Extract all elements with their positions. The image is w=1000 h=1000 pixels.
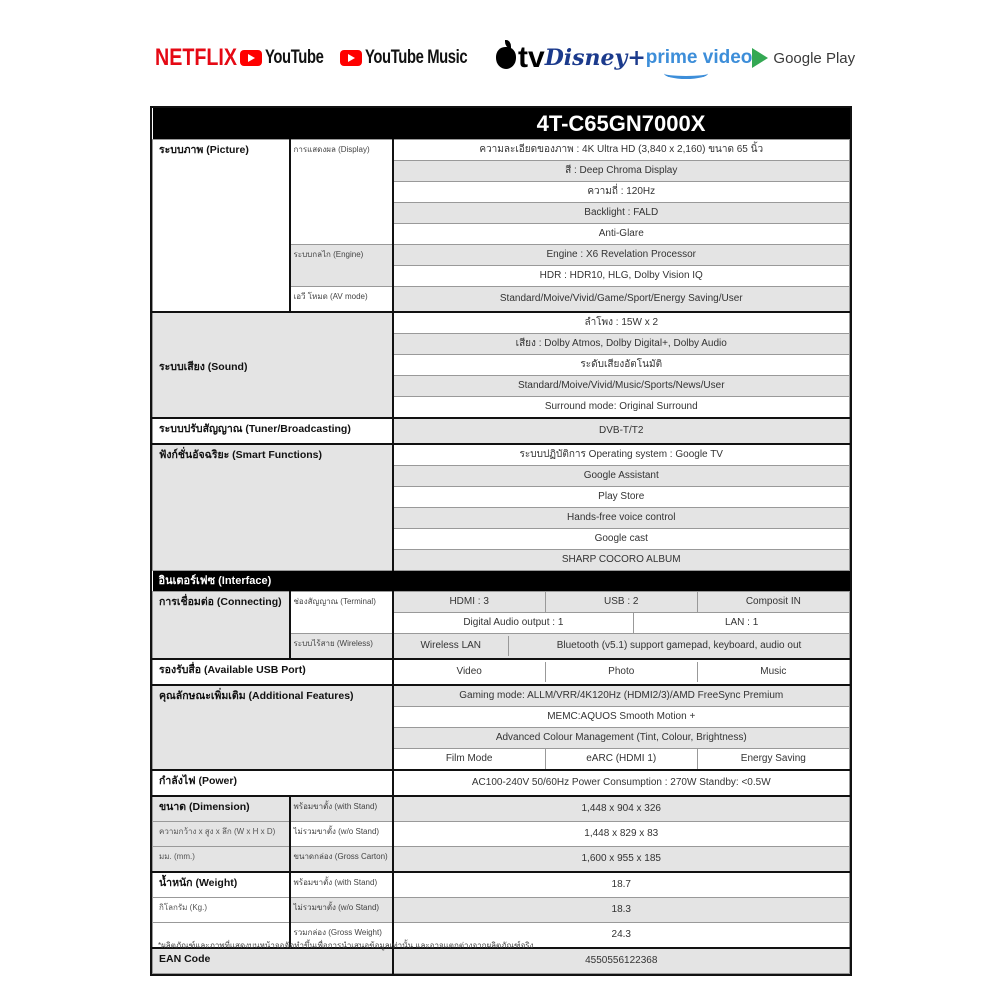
weight-without-stand: 18.3 (393, 898, 850, 923)
terminal-label: ช่องสัญญาณ (Terminal) (290, 592, 393, 634)
footnote: *ผลิตภัณฑ์และภาพที่แสดงบนหน้าจอจัดทำขึ้นเพื่อการนำเสนอข้อมูลเท่านั้น และอาจแตกต่างจากผลิตภัณฑ์จริง (158, 941, 534, 950)
dimension-carton: 1,600 x 955 x 185 (393, 847, 850, 873)
display-resolution: ความละเอียดของภาพ : 4K Ultra HD (3,840 x 2,160) ขนาด 65 นิ้ว (393, 140, 850, 161)
youtube-music-logo: YouTube Music (340, 47, 496, 69)
youtube-play-icon (240, 50, 262, 66)
display-label: การแสดงผล (Display) (290, 140, 393, 245)
weight-with-stand-label: พร้อมขาตั้ง (with Stand) (290, 872, 393, 898)
sound-auto-volume: ระดับเสียงอัตโนมัติ (393, 355, 850, 376)
usb-label: รองรับสื่อ (Available USB Port) (153, 659, 393, 685)
terminal-digital-audio: Digital Audio output : 1 (394, 613, 634, 633)
usb-music: Music (697, 662, 849, 682)
sound-label: ระบบเสียง (Sound) (153, 312, 393, 418)
sound-speaker: ลำโพง : 15W x 2 (393, 312, 850, 334)
smart-voice: Hands-free voice control (393, 508, 850, 529)
av-mode-value: Standard/Moive/Vivid/Game/Sport/Energy Saving/User (393, 287, 850, 313)
additional-earc: eARC (HDMI 1) (545, 749, 697, 769)
terminal-composite: Composit IN (697, 592, 849, 612)
tuner-value: DVB-T/T2 (393, 418, 850, 444)
interface-section-header: อินเตอร์เฟซ (Interface) (153, 571, 850, 592)
display-backlight: Backlight : FALD (393, 203, 850, 224)
terminal-usb: USB : 2 (545, 592, 697, 612)
smart-playstore: Play Store (393, 487, 850, 508)
streaming-logos (155, 38, 855, 78)
sound-surround: Surround mode: Original Surround (393, 397, 850, 419)
dimension-without-stand: 1,448 x 829 x 83 (393, 822, 850, 847)
google-play-icon (752, 48, 768, 68)
ean-value: 4550556122368 (393, 948, 850, 974)
weight-label: น้ำหนัก (Weight) (153, 872, 290, 898)
power-value: AC100-240V 50/60Hz Power Consumption : 270W Standby: <0.5W (393, 770, 850, 796)
sound-audio: เสียง : Dolby Atmos, Dolby Digital+, Dolby Audio (393, 334, 850, 355)
sound-modes: Standard/Moive/Vivid/Music/Sports/News/User (393, 376, 850, 397)
google-play-logo: Google Play (752, 48, 855, 68)
dimension-with-stand: 1,448 x 904 x 326 (393, 796, 850, 822)
weight-without-stand-label: ไม่รวมขาตั้ง (w/o Stand) (290, 898, 393, 923)
netflix-logo: NETFLIX (155, 44, 237, 71)
model-title: 4T-C65GN7000X (153, 108, 850, 140)
engine-processor: Engine : X6 Revelation Processor (393, 245, 850, 266)
dimension-label: ขนาด (Dimension) (153, 796, 290, 822)
display-antiglare: Anti-Glare (393, 224, 850, 245)
prime-video-logo: prime video (645, 47, 753, 68)
apple-icon (496, 47, 516, 69)
additional-film-mode: Film Mode (394, 749, 546, 769)
ean-label: EAN Code (153, 948, 393, 974)
dimension-carton-label: ขนาดกล่อง (Gross Carton) (290, 847, 393, 873)
display-refresh: ความถี่ : 120Hz (393, 182, 850, 203)
smart-cocoro: SHARP COCORO ALBUM (393, 550, 850, 571)
terminal-lan: LAN : 1 (634, 613, 849, 633)
smart-cast: Google cast (393, 529, 850, 550)
wireless-label: ระบบไร้สาย (Wireless) (290, 634, 393, 660)
weight-gross: 24.3 (393, 923, 850, 949)
spec-table (150, 106, 852, 976)
additional-memc: MEMC:AQUOS Smooth Motion + (393, 707, 850, 728)
weight-gross-label: รวมกล่อง (Gross Weight) (290, 923, 393, 949)
dimension-with-stand-label: พร้อมขาตั้ง (with Stand) (290, 796, 393, 822)
engine-hdr: HDR : HDR10, HLG, Dolby Vision IQ (393, 266, 850, 287)
smart-os: ระบบปฏิบัติการ Operating system : Google TV (393, 444, 850, 466)
usb-video: Video (394, 662, 546, 682)
additional-colour: Advanced Colour Management (Tint, Colour, Brightness) (393, 728, 850, 749)
additional-energy: Energy Saving (697, 749, 849, 769)
av-mode-label: เอวี โหมด (AV mode) (290, 287, 393, 313)
dimension-note-whd: ความกว้าง x สูง x ลึก (W x H x D) (153, 822, 290, 847)
weight-with-stand: 18.7 (393, 872, 850, 898)
power-label: กำลังไฟ (Power) (153, 770, 393, 796)
disney-plus-logo: Disney+ (544, 45, 646, 71)
additional-gaming: Gaming mode: ALLM/VRR/4K120Hz (HDMI2/3)/AMD FreeSync Premium (393, 685, 850, 707)
wireless-bluetooth: Bluetooth (v5.1) support gamepad, keyboard, audio out (509, 636, 850, 656)
apple-tv-logo: tv (496, 41, 545, 75)
smart-label: ฟังก์ชั่นอัจฉริยะ (Smart Functions) (153, 444, 393, 571)
usb-photo: Photo (545, 662, 697, 682)
engine-label: ระบบกลไก (Engine) (290, 245, 393, 287)
youtube-logo: YouTube (240, 47, 340, 69)
tuner-label: ระบบปรับสัญญาณ (Tuner/Broadcasting) (153, 418, 393, 444)
additional-label: คุณลักษณะเพิ่มเติม (Additional Features) (153, 685, 393, 770)
display-color: สี : Deep Chroma Display (393, 161, 850, 182)
wireless-lan: Wireless LAN (394, 636, 509, 656)
youtube-play-icon (340, 50, 362, 66)
terminal-hdmi: HDMI : 3 (394, 592, 546, 612)
dimension-without-stand-label: ไม่รวมขาตั้ง (w/o Stand) (290, 822, 393, 847)
smart-assistant: Google Assistant (393, 466, 850, 487)
weight-note-kg: กิโลกรัม (Kg.) (153, 898, 290, 923)
picture-label: ระบบภาพ (Picture) (153, 140, 290, 313)
connecting-label: การเชื่อมต่อ (Connecting) (153, 592, 290, 660)
dimension-note-mm: มม. (mm.) (153, 847, 290, 873)
